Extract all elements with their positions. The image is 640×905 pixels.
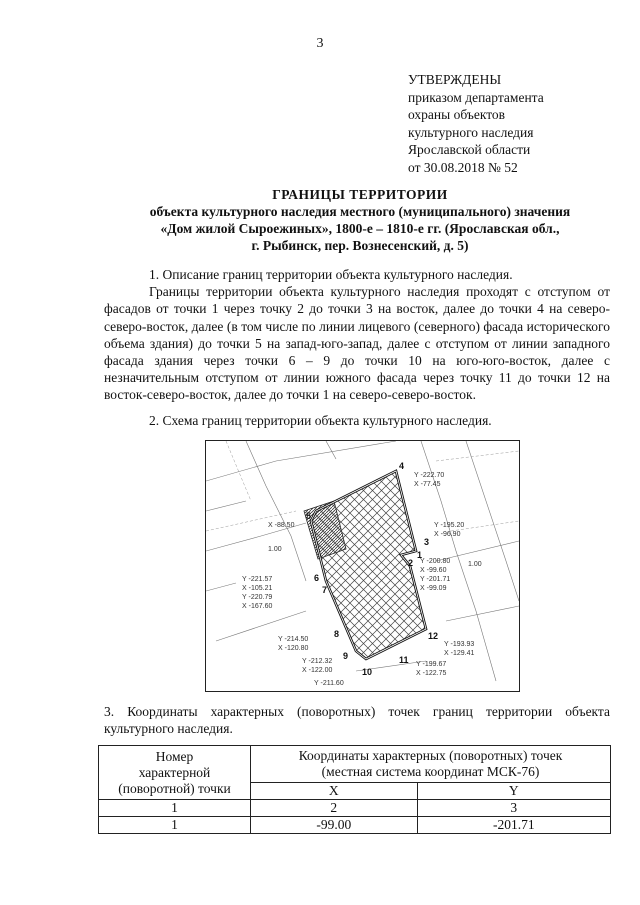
y-coordinate-cell: -201.71: [417, 817, 610, 834]
point-label-1: 1: [417, 550, 423, 560]
coord-annotation: X -122.75: [416, 670, 447, 677]
approval-line: Ярославской области: [408, 142, 531, 157]
coord-annotation: Y -195.20: [434, 522, 465, 529]
point-number-cell: 1: [99, 817, 251, 834]
boundary-scheme-drawing: [206, 441, 519, 691]
coord-annotation: X -129.41: [444, 650, 475, 657]
point-label-6: 6: [314, 573, 320, 583]
point-label-2: 2: [408, 558, 414, 568]
index-cell: 2: [251, 800, 418, 817]
coord-annotation: Y -222.70: [414, 472, 445, 479]
approval-line: приказом департамента: [408, 89, 544, 105]
title-main: ГРАНИЦЫ ТЕРРИТОРИИ: [272, 187, 448, 202]
coord-annotation: Y -214.50: [278, 636, 309, 643]
header-point-number: [99, 746, 251, 800]
index-cell: 3: [417, 800, 610, 817]
title-subtitle-line: г. Рыбинск, пер. Вознесенский, д. 5): [251, 238, 469, 253]
coord-annotation: X -77.45: [414, 481, 441, 488]
point-label-12: 12: [428, 631, 439, 641]
coord-annotation: 1.00: [468, 561, 482, 568]
approval-line: УТВЕРЖДЕНЫ: [408, 72, 502, 87]
title-subtitle-line: объекта культурного наследия местного (муниципального) значения: [149, 204, 571, 219]
coord-annotation: Y -193.93: [444, 641, 475, 648]
title-subtitle-line: «Дом жилой Сыроежиных», 1800-е – 1810-е гг. (Ярославская обл.,: [160, 221, 560, 236]
point-label-4: 4: [399, 461, 405, 471]
coordinates-table: [98, 745, 611, 834]
document-title: [100, 186, 620, 254]
coord-annotation: Y -211.60: [314, 680, 344, 687]
coord-annotation: X -105.21: [242, 585, 273, 592]
header-x: X: [251, 783, 418, 800]
point-label-10: 10: [362, 667, 373, 677]
coord-annotation: Y -212.32: [302, 658, 333, 665]
page-number: 3: [316, 36, 324, 51]
section1-heading: 1. Описание границ территории объекта культурного наследия.: [149, 267, 513, 282]
section1-text: Границы территории объекта культурного наследия проходят с отступом от фасадов от точки 1 через точку 2 до точки 3 на восток, далее до точки 4 на северо-северо-восток, далее (в том числе по линии лицевого (северного) фасада исторического объема здания) до точки 5 на запад-юго-запад, далее с отступом от линии западного фасада здания через точки 6 – 9 до точки 10 на юго-юго-восток, далее с незначительным отступом от линии южного фасада через точку 11 до точки 12 на восток-северо-восток, далее до точки 1 на северо-северо-восток.: [104, 284, 610, 403]
header-y: Y: [417, 783, 610, 800]
x-coordinate-cell: -99.00: [251, 817, 418, 834]
header-coordinates-line: Координаты характерных (поворотных) точек: [298, 748, 563, 763]
coord-annotation: Y -201.71: [420, 576, 451, 583]
point-label-8: 8: [334, 629, 340, 639]
point-label-7: 7: [322, 585, 328, 595]
coord-annotation: X -99.60: [420, 567, 447, 574]
coord-annotation: X -122.00: [302, 667, 333, 674]
point-label-11: 11: [399, 655, 409, 665]
point-label-9: 9: [343, 651, 349, 661]
coord-annotation: X -88.50: [268, 522, 295, 529]
point-label-5: 5: [306, 511, 312, 521]
coord-annotation: X -167.60: [242, 603, 273, 610]
coord-annotation: X -120.80: [278, 645, 309, 652]
header-point-number-line: (поворотной) точки: [118, 780, 231, 796]
header-coordinates-line: (местная система координат МСК-76): [321, 764, 540, 779]
approval-line: от 30.08.2018 № 52: [408, 159, 518, 175]
table-row: [99, 817, 611, 834]
coord-annotation: Y -221.57: [242, 576, 273, 583]
section2-heading: 2. Схема границ территории объекта культурного наследия.: [149, 413, 492, 428]
coord-annotation: Y -220.79: [242, 594, 273, 601]
boundary-scheme-map: [205, 440, 520, 692]
approval-line: охраны объектов: [408, 107, 506, 122]
section1-body: [104, 266, 610, 404]
coord-annotation: 1.00: [268, 546, 282, 553]
approval-stamp: [408, 71, 544, 176]
section3-text: 3. Координаты характерных (поворотных) точек границ территории объекта культурного наследия.: [104, 704, 610, 736]
index-cell: 1: [99, 800, 251, 817]
header-point-number-line: характерной: [138, 764, 211, 780]
header-coordinates-group: [251, 746, 611, 783]
approval-line: культурного наследия: [408, 124, 534, 140]
point-label-3: 3: [424, 537, 430, 547]
coord-annotation: X -99.09: [420, 585, 447, 592]
coord-annotation: Y -199.67: [416, 661, 447, 668]
coord-annotation: Y -200.80: [420, 558, 451, 565]
header-point-number-line: Номер: [155, 748, 194, 764]
coord-annotation: X -96.90: [434, 531, 461, 538]
